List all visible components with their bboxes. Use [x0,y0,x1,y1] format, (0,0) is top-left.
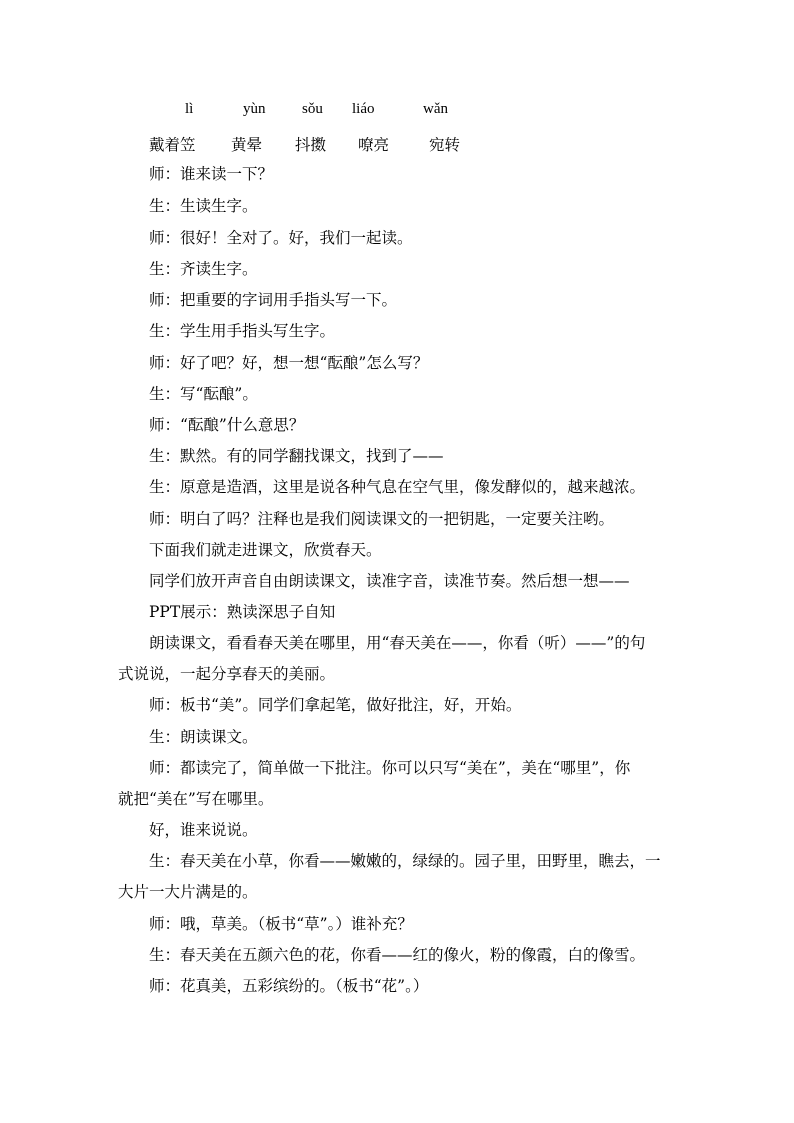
text-line: 大片一大片满是的。 [118,883,258,901]
text-line: 生：朗读课文。 [149,728,258,746]
text-line: 生：学生用手指头写生字。 [149,322,336,340]
text-line: 师：把重要的字词用手指头写一下。 [149,291,398,309]
pinyin-1: lì [185,101,194,117]
text-line: 生：春天美在小草，你看——嫩嫩的，绿绿的。园子里，田野里，瞧去，一 [149,852,661,870]
pinyin-3: sǒu [302,101,323,117]
text-line: 生：默然。有的同学翻找课文，找到了—— [149,447,444,465]
text-line: 师：好了吧？好，想一想“酝酿”怎么写？ [149,354,429,372]
text-line: 师：哦，草美。（板书“草”。）谁补充？ [149,915,413,933]
text-line: 生：写“酝酿”。 [149,385,258,403]
pinyin-5: wǎn [423,101,448,117]
text-line: 生：生读生字。 [149,197,258,215]
text-line: 师：板书“美”。同学们拿起笔，做好批注，好，开始。 [149,696,522,714]
text-line: PPT展示：熟读深思子自知 [149,603,336,621]
text-line: 师：明白了吗？注释也是我们阅读课文的一把钥匙，一定要关注哟。 [149,510,615,528]
vocab-word-5: 宛转 [429,136,461,154]
text-line: 就把“美在”写在哪里。 [118,790,274,808]
vocab-word-4: 嘹亮 [358,136,390,154]
text-line: 同学们放开声音自由朗读课文，读准字音，读准节奏。然后想一想—— [149,572,630,590]
vocab-word-1: 戴着笠 [149,136,196,154]
text-line: 师：谁来读一下？ [149,165,274,183]
text-line: 师：“酝酿”什么意思？ [149,416,305,434]
text-line: 生：春天美在五颜六色的花，你看——红的像火，粉的像霞，白的像雪。 [149,946,646,964]
text-line: 师：花真美，五彩缤纷的。（板书“花”。） [149,977,429,995]
text-line: 式说说，一起分享春天的美丽。 [118,665,336,683]
text-line: 好，谁来说说。 [149,821,258,839]
vocabulary-row [149,133,569,153]
pinyin-row [149,101,569,121]
text-line: 生：齐读生字。 [149,260,258,278]
text-line: 师：很好！全对了。好，我们一起读。 [149,229,413,247]
text-line: 下面我们就走进课文，欣赏春天。 [149,541,382,559]
text-line: 朗读课文，看看春天美在哪里，用“春天美在——，你看（听）——”的句 [149,634,646,652]
pinyin-2: yùn [243,101,266,117]
pinyin-4: liáo [352,101,375,117]
text-line: 师：都读完了，简单做一下批注。你可以只写“美在”，美在“哪里”，你 [149,759,631,777]
text-line: 生：原意是造酒，这里是说各种气息在空气里，像发酵似的，越来越浓。 [149,478,646,496]
vocab-word-2: 黄晕 [231,136,263,154]
vocab-word-3: 抖擞 [295,136,327,154]
